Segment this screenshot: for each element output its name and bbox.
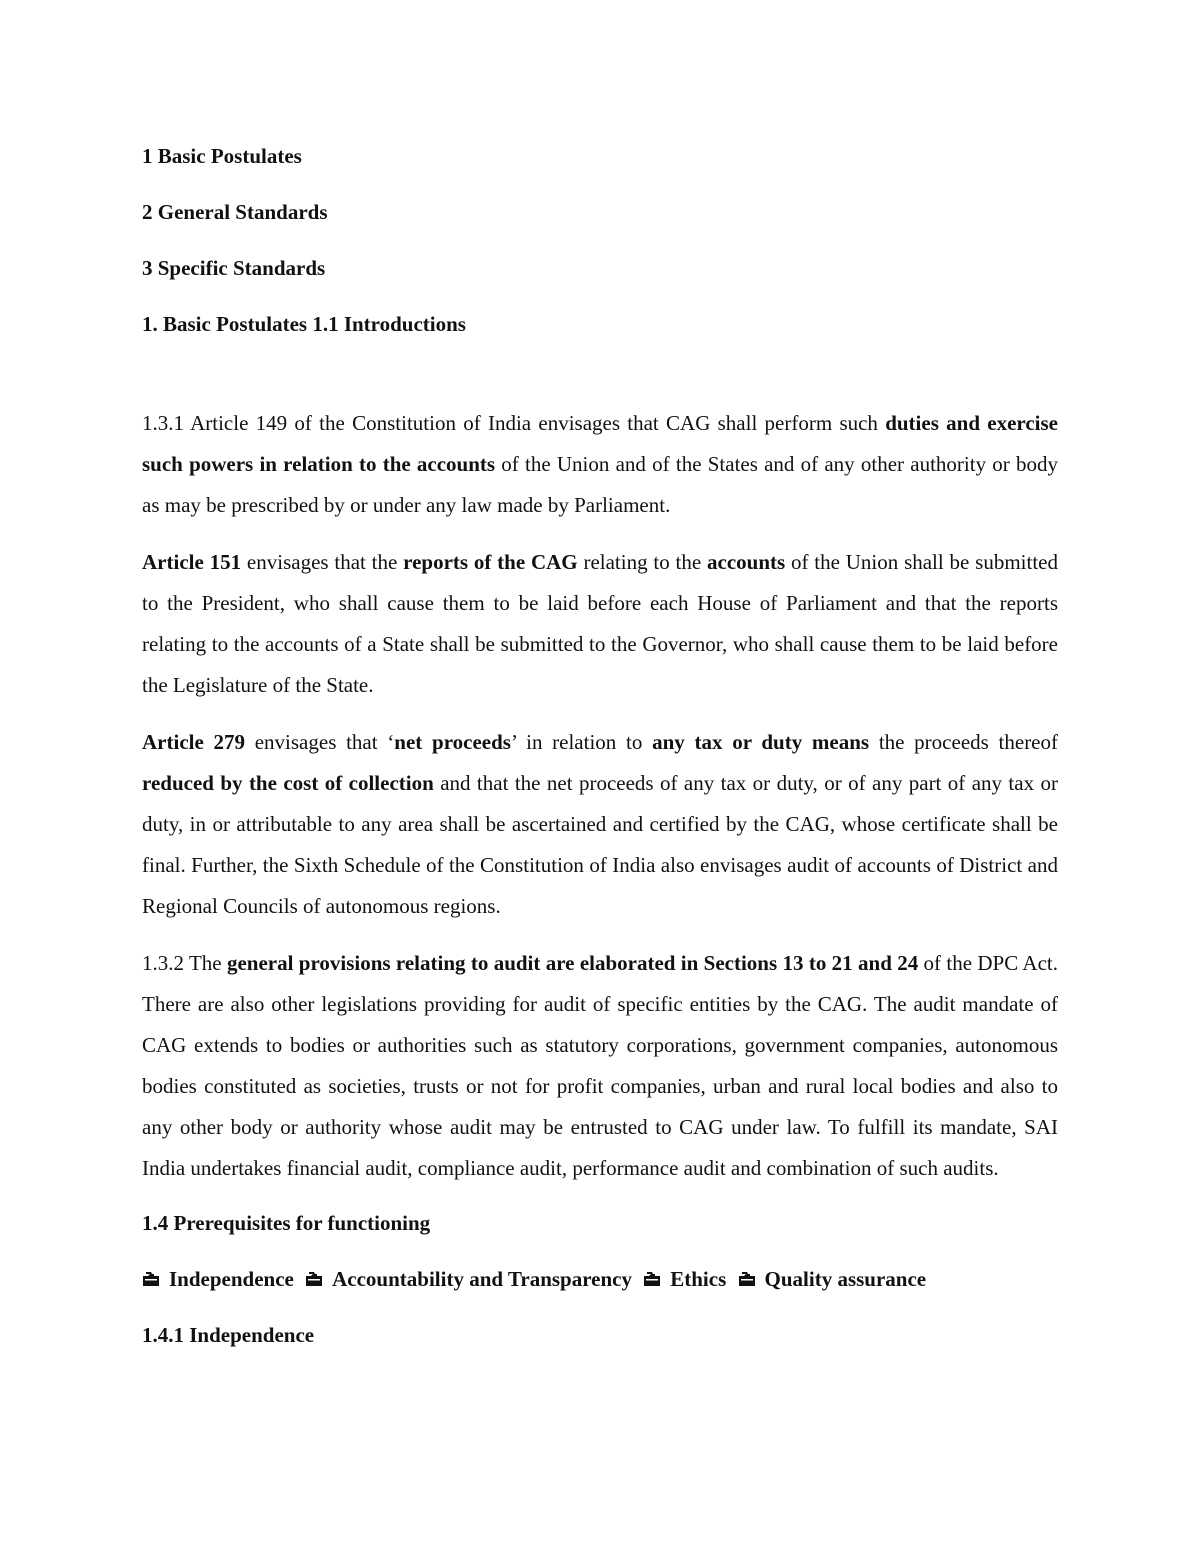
folder-hand-icon — [738, 1271, 757, 1287]
text-run: of the Union shall be submitted to the President, who shall cause them to be laid before each House of Parliament and that the reports relating to the accounts of a State shall be submitted to the Governor, who shall cause them to be laid before the Legislature of the State. — [142, 550, 1058, 697]
toc-item-2: 2 General Standards — [142, 200, 328, 224]
blank-space — [142, 342, 1058, 403]
bold-run: reduced by the cost of collection — [142, 771, 434, 795]
paragraph-article-279 — [142, 722, 1058, 927]
bold-run: general provisions relating to audit are elaborated in Sections 13 to 21 and 24 — [226, 951, 919, 975]
text-run: 1.3.1 Article 149 of the Constitution of India envisages that CAG shall perform such — [142, 411, 886, 435]
prerequisite-label: Quality assurance — [764, 1267, 927, 1291]
text-run: of the Union and of the States and of any other authority or body as may be prescribed by or under any law made by Parliament. — [142, 452, 1059, 517]
bold-run: Article 151 — [142, 550, 242, 574]
text-run: envisages that the — [241, 550, 404, 574]
prerequisite-item — [643, 1267, 726, 1291]
text-run: the proceeds thereof — [869, 730, 1058, 754]
paragraph-1-3-2 — [142, 943, 1058, 1189]
bold-run: accounts — [707, 550, 786, 574]
prerequisites-list — [142, 1261, 1058, 1297]
text-run: and that the net proceeds of any tax or duty, or of any part of any tax or duty, in or attributable to any area shall be ascertained and certified by the CAG, whose certificate shall be final. Further, the Sixth Schedule of the Constitution of India also envisages audit of accounts of District and Regional Councils of autonomous regions. — [142, 771, 1058, 918]
bold-run: net proceeds — [394, 730, 511, 754]
prerequisite-label: Independence — [169, 1267, 294, 1291]
prerequisite-item — [305, 1267, 632, 1291]
prerequisite-label: Ethics — [670, 1267, 727, 1291]
toc-item-1: 1 Basic Postulates — [142, 144, 302, 168]
bold-run: any tax or duty means — [652, 730, 870, 754]
paragraph-article-151 — [142, 542, 1058, 706]
text-run: relating to the — [577, 550, 708, 574]
folder-hand-icon — [643, 1271, 662, 1287]
bold-run: duties and exercise such powers in relation to the accounts — [142, 411, 1058, 476]
text-run: envisages that ‘ — [245, 730, 395, 754]
text-run: ’ in relation to — [510, 730, 653, 754]
prerequisite-label: Accountability and Transparency — [332, 1267, 632, 1291]
prerequisite-item — [142, 1267, 294, 1291]
paragraph-1-3-1 — [142, 403, 1058, 526]
prerequisite-item — [738, 1267, 927, 1291]
folder-hand-icon — [142, 1271, 161, 1287]
text-run: 1.3.2 The — [142, 951, 227, 975]
independence-heading: 1.4.1 Independence — [142, 1323, 315, 1347]
bold-run: reports of the CAG — [403, 550, 578, 574]
toc-item-3: 3 Specific Standards — [142, 256, 326, 280]
document-body — [142, 138, 1058, 1353]
bold-run: Article 279 — [142, 730, 246, 754]
folder-hand-icon — [305, 1271, 324, 1287]
text-run: of the DPC Act. There are also other legislations providing for audit of specific entities by the CAG. The audit mandate of CAG extends to bodies or authorities such as statutory corporations, government companies, autonomous bodies constituted as societies, trusts or not for profit companies, urban and rural local bodies and also to any other body or authority whose audit may be entrusted to CAG under law. To fulfill its mandate, SAI India undertakes financial audit, compliance audit, performance audit and combination of such audits. — [142, 951, 1058, 1180]
prerequisites-heading: 1.4 Prerequisites for functioning — [142, 1211, 431, 1235]
section-heading: 1. Basic Postulates 1.1 Introductions — [142, 312, 466, 336]
